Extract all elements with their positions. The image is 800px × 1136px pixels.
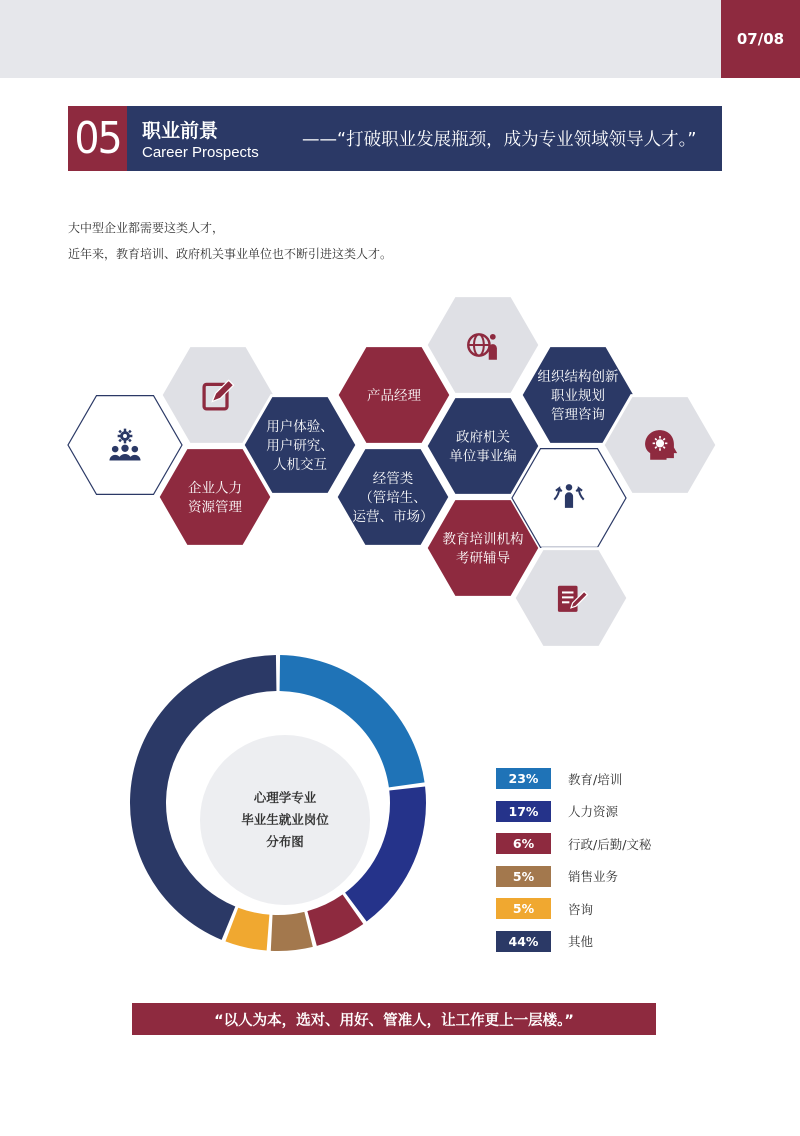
page-indicator: 07/08 (721, 0, 800, 78)
hexagon-label: 资源管理 (188, 499, 242, 516)
legend-percent: 44% (496, 931, 551, 952)
legend-percent: 23% (496, 768, 551, 789)
section-subtitle: Career Prospects (142, 144, 259, 161)
legend-item (496, 931, 593, 952)
legend-label: 行政/后勤/文秘 (568, 836, 652, 852)
legend-percent: 6% (496, 833, 551, 854)
section-title: 职业前景 (142, 120, 219, 142)
chart-title-line-3: 分布图 (266, 834, 304, 849)
legend-label: 教育/培训 (568, 771, 623, 787)
hexagon-label: 用户体验、 (266, 419, 334, 435)
hexagon-label: 企业人力 (188, 480, 242, 497)
hexagon-label: 管理咨询 (551, 407, 605, 423)
hexagon-label: 经管类 (372, 471, 414, 487)
hexagon-label: 用户研究、 (266, 438, 334, 454)
legend-label: 人力资源 (568, 804, 619, 819)
legend-item (496, 801, 618, 822)
hexagon-label: 单位事业编 (449, 448, 517, 465)
intro-line-2: 近年来，教育培训、政府机关事业单位也不断引进这类人才。 (68, 247, 393, 261)
hexagon-label: 职业规划 (551, 388, 605, 404)
hexagon-label: 产品经理 (367, 388, 421, 404)
legend-label: 销售业务 (568, 869, 619, 884)
legend-percent: 5% (496, 866, 551, 887)
footer-quote: “以人为本，选对、用好、管准人，让工作更上一层楼。” (132, 1003, 656, 1035)
legend-item (496, 898, 593, 919)
hexagon-label: （管培生、 (359, 490, 427, 506)
section-number: 05 (68, 106, 127, 171)
hexagon-label: 政府机关 (456, 429, 510, 446)
legend-percent: 5% (496, 898, 551, 919)
legend-label: 其他 (568, 934, 594, 949)
legend-percent: 17% (496, 801, 551, 822)
hexagon-label: 考研辅导 (456, 550, 510, 567)
donut-slice (271, 912, 313, 951)
intro-line-1: 大中型企业都需要这类人才， (68, 221, 225, 235)
donut-center-label (200, 735, 370, 905)
hexagon-label: 人机交互 (273, 457, 327, 473)
chart-title-line-1: 心理学专业 (253, 790, 317, 805)
chart-title-line-2: 毕业生就业岗位 (241, 812, 329, 827)
legend-item (496, 866, 618, 887)
legend-item (496, 833, 651, 854)
legend-label: 咨询 (568, 901, 594, 917)
hexagon-label: 组织结构创新 (537, 369, 619, 385)
section-quote: ——“打破职业发展瓶颈，成为专业领域领导人才。” (302, 130, 697, 150)
legend-item (496, 768, 622, 789)
hexagon-label: 教育培训机构 (442, 531, 524, 548)
hexagon-label: 运营、市场） (352, 509, 434, 525)
